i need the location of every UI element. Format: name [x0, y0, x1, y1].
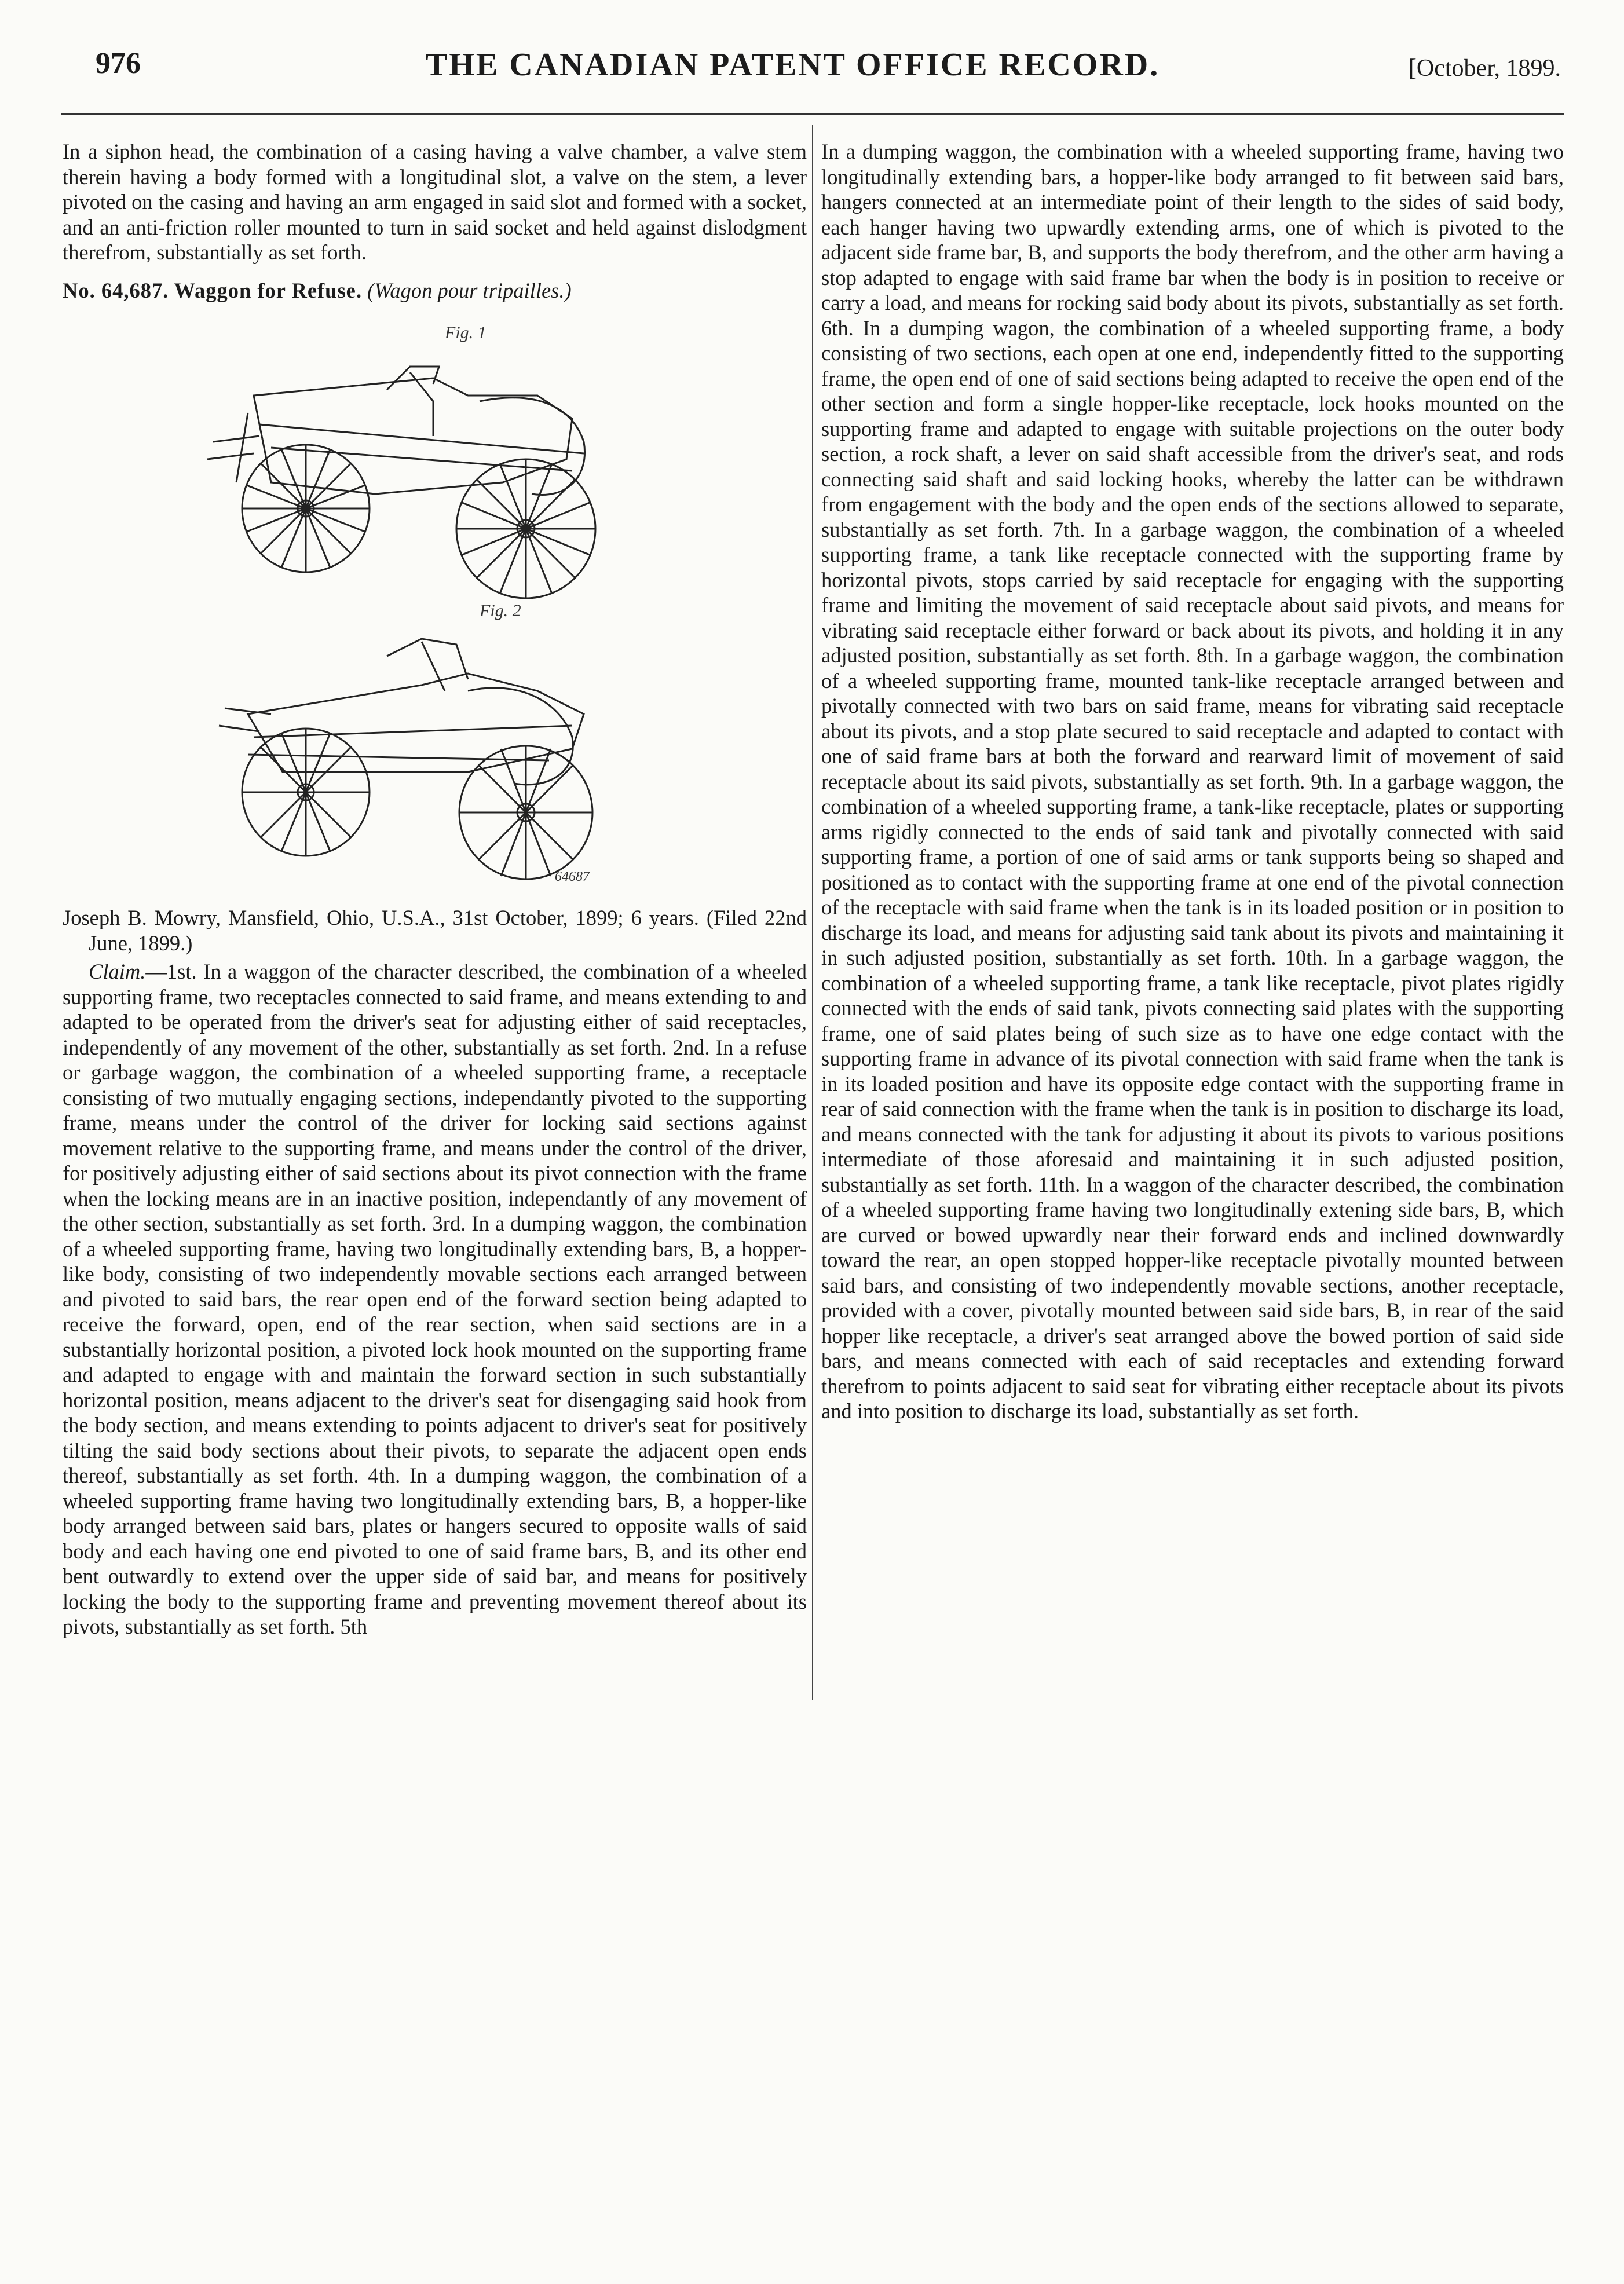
fig2-label: Fig. 2 — [480, 601, 521, 620]
patent-number: No. 64,687. — [63, 278, 169, 302]
claim-label: Claim. — [89, 960, 146, 983]
patent-figure — [63, 309, 807, 894]
right-column-text: In a dumping waggon, the combination with a wheeled supporting frame, having two longitudinally extending bars, a hopper-like body arranged to fit between said bars, hangers connected at an intermediate point of their length to the sides of said body, each hanger having two upwardly extending arms, one of which is pivoted to the adjacent side frame bar, B, and supports the body therefrom, and the other arm having a stop adapted to engage with said frame bar when the body is in position to receive or carry a load, and means for rocking said body about its pivots, substantially as set forth. 6th. In a dumping wagon, the combination of a wheeled supporting frame, a body consisting of two sections, each open at one end, independently fitted to the supporting frame, the open end of one of said sections being adapted to receive the open end of the other section and form a single hopper-like receptacle, lock hooks mounted on the supporting frame and adapted to engage with suitable projections on the outer body section, a rock shaft, a lever on said shaft accessible from the driver's seat, and rods connecting said shaft and said locking hooks, whereby the latter can be withdrawn from engagement with the body and the open ends of the sections allowed to separate, substantially as set forth. 7th. In a garbage waggon, the combination of a wheeled supporting frame, a tank like receptacle connected with the supporting frame by horizontal pivots, stops carried by said receptacle for engaging with the supporting frame and limiting the movement of said receptacle about said pivots, and means for vibrating said receptacle either forward or back about its pivots, and holding it in any adjusted position, substantially as set forth. 8th. In a garbage waggon, the combination of a wheeled supporting frame, mounted tank-like receptacle arranged between and pivotally connected with two bars on said frame, means for vibrating said receptacle about its pivots, and a stop plate secured to said receptacle and adapted to contact with one of said frame bars at both the forward and rearward limit of movement of said receptacle about its said pivots, substantially as set forth. 9th. In a garbage waggon, the combination of a wheeled supporting frame, a tank-like receptacle, plates or supporting arms rigidly connected to the ends of said tank and pivotally connected with said supporting frame, a portion of one of said arms or tank supports being so shaped and positioned as to contact with the supporting frame at one end of the pivotal connection of the receptacle with said frame when the tank is in its loaded position or in position to discharge its load, and means for adjusting said tank about its pivots and maintaining it in such adjusted position, substantially as set forth. 10th. In a garbage waggon, the combination of a wheeled supporting frame, a tank like receptacle, pivot plates rigidly connected with the ends of said tank, pivots connecting said plates with the supporting frame, one of said plates being of such size as to have one edge contact with the supporting frame in advance of its pivotal connection with said frame when the tank is in its loaded position and have its opposite edge contact with the supporting frame in rear of said connection with the frame when the tank is in position to discharge its load, and means connected with the tank for adjusting it about its pivots to various positions intermediate of those aforesaid and maintaining it in such adjusted position, substantially as set forth. 11th. In a waggon of the character described, the combination of a wheeled supporting frame having two longitudinally extening side bars, B, which are curved or bowed upwardly near their forward ends and inclined downwardly toward the rear, an open stopped hopper-like receptacle pivotally mounted between said bars, and consisting of two independently movable sections, another receptacle, provided with a cover, pivotally mounted between said side bars, B, in rear of the said hopper like receptacle, a driver's seat arranged above the bowed portion of said side bars, and means connected with each of said receptacles and extending forward therefrom to points adjacent to said seat for vibrating either receptacle about its pivots and into position to discharge its load, substantially as set forth. — [821, 140, 1564, 1423]
header-rule — [61, 113, 1564, 115]
patent-heading — [63, 278, 807, 303]
right-column — [821, 139, 1564, 1424]
page-header — [61, 46, 1567, 93]
fig1-label: Fig. 1 — [445, 323, 487, 342]
left-column — [63, 139, 807, 1639]
inventor-line: Joseph B. Mowry, Mansfield, Ohio, U.S.A., 31st October, 1899; 6 years. (Filed 22nd June, 1899.) — [63, 906, 807, 955]
issue-date: [October, 1899. — [1408, 55, 1561, 82]
fig1-waggon-drawing — [207, 367, 595, 598]
publication-title: THE CANADIAN PATENT OFFICE RECORD. — [426, 47, 1160, 83]
intro-paragraph: In a siphon head, the combination of a casing having a valve chamber, a valve stem therein having a body formed with a longitudinal slot, a valve on the stem, a lever pivoted on the casing and having an arm engaged in said slot and formed with a socket, and an anti-friction roller mounted to turn in said socket and held against dislodgment therefrom, substantially as set forth. — [63, 140, 807, 264]
claims-paragraph — [63, 959, 807, 1639]
drawing-number: 64687 — [555, 869, 590, 884]
page-number: 976 — [96, 47, 141, 80]
waggon-drawing — [63, 309, 807, 894]
fig2-waggon-drawing — [219, 639, 592, 879]
column-divider — [812, 125, 813, 1700]
claims-text: —1st. In a waggon of the character described, the combination of a wheeled supporting frame, two receptacles connected to said frame, and means extending to and adapted to be operated from the driver's seat for adjusting either of said receptacles, independently of any movement of the other, substantially as set forth. 2nd. In a refuse or garbage waggon, the combination of a wheeled supporting frame, a receptacle consisting of two mutually engaging sections, independantly pivoted to the supporting frame, means under the control of the driver for locking said sections against movement relative to the supporting frame, and means under the control of the driver, for positively adjusting either of said sections about its pivot connection with the frame when the locking means are in an inactive position, independantly of any movement of the other section, substantially as set forth. 3rd. In a dumping waggon, the combination of a wheeled supporting frame, having two longitudinally extending bars, B, a hopper-like body, consisting of two independently movable sections each arranged between and pivoted to said bars, the rear open end of the forward section being adapted to receive the forward, open, end of the rear section, when said sections are in a substantially horizontal position, a pivoted lock hook mounted on the supporting frame and adapted to engage with and maintain the forward section in such substantially horizontal position, means adjacent to the driver's seat for disengaging said hook from the body section, and means extending to points adjacent to driver's seat for positively tilting the said body sections about their pivots, to separate the adjacent open ends thereof, substantially as set forth. 4th. In a dumping waggon, the combination of a wheeled supporting frame having two longitudinally extending bars, B, a hopper-like body arranged between said bars, plates or hangers secured to opposite walls of said body and each having one end pivoted to one of said frame bars, B, and its other end bent outwardly to extend over the upper side of said bar, and means for positively locking the body to the supporting frame and preventing movement thereof about its pivots, substantially as set forth. 5th — [63, 960, 807, 1638]
patent-title: Waggon for Refuse. — [174, 278, 363, 302]
patent-french-title: (Wagon pour tripailles.) — [367, 278, 572, 302]
